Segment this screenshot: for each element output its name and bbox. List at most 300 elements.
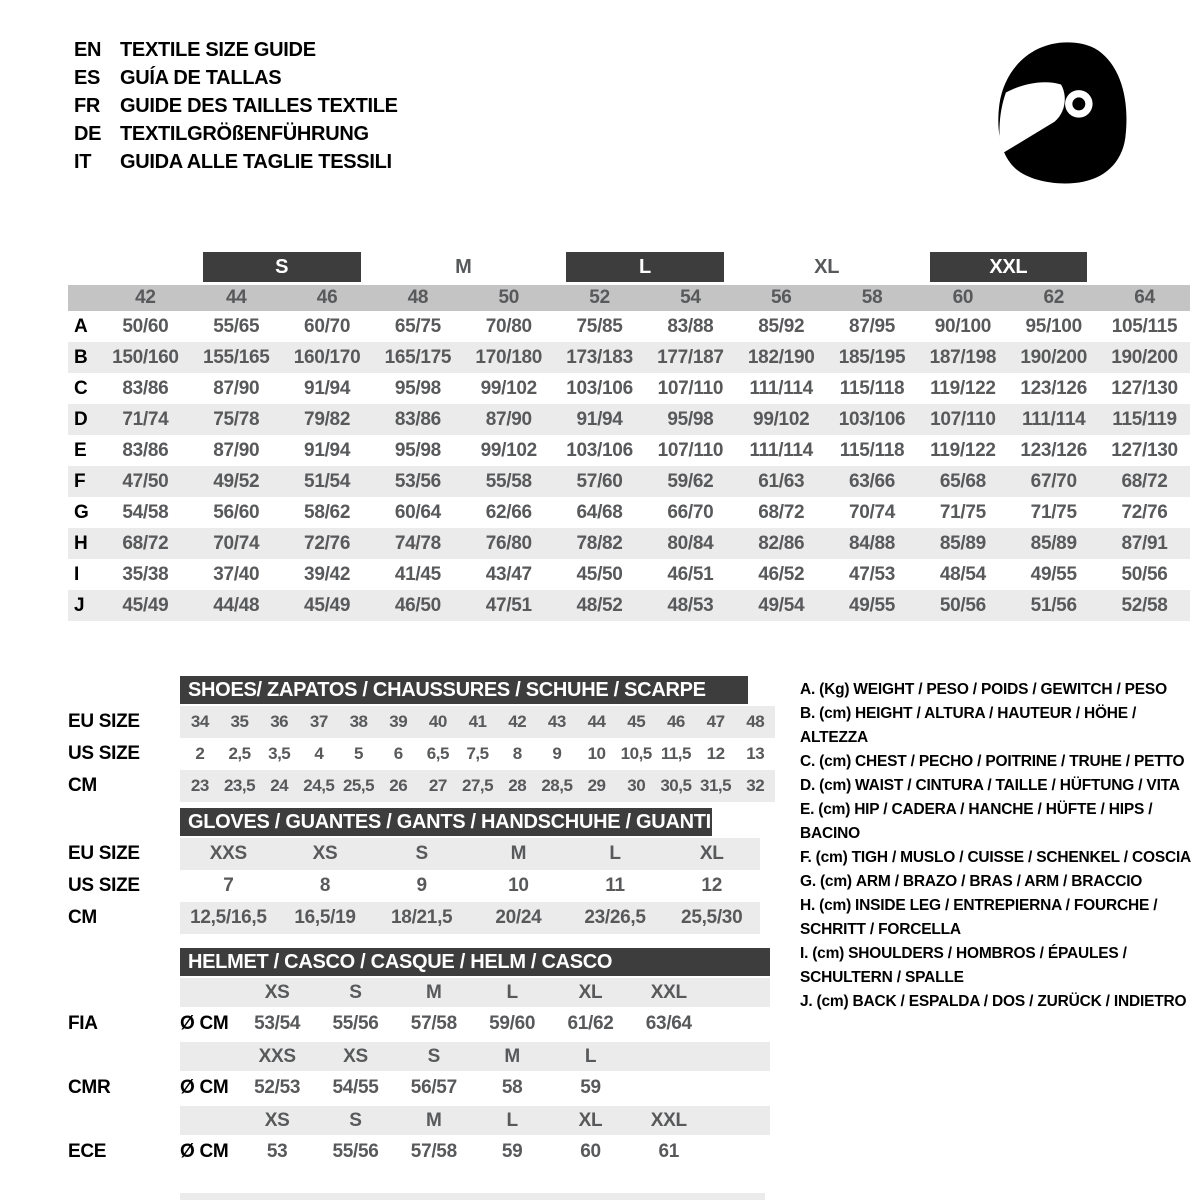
- row-values: [100, 311, 1190, 342]
- helmet-size-value: 60: [580, 1141, 601, 1162]
- gloves-row-values: [180, 902, 760, 934]
- size-value: 190/200: [1020, 347, 1087, 368]
- legend-key: I.: [800, 945, 809, 962]
- size-value: 127/130: [1111, 378, 1178, 399]
- shoe-size-value: 11,5: [660, 744, 691, 763]
- legend-item: [800, 870, 1200, 894]
- size-value: 61/63: [758, 471, 805, 492]
- glove-size-value: S: [415, 843, 428, 864]
- size-value: 65/68: [939, 471, 986, 492]
- legend-key: E.: [800, 801, 815, 818]
- size-value: 150/160: [112, 347, 179, 368]
- row-letter: F: [74, 471, 86, 492]
- helmet-size-label: XL: [578, 1110, 603, 1131]
- language-row: [74, 92, 398, 120]
- helmet-size-label: S: [349, 1110, 362, 1131]
- size-value: 103/106: [838, 409, 906, 430]
- size-value: 160/170: [293, 347, 361, 368]
- size-value: 75/78: [213, 409, 260, 430]
- size-value: 49/55: [1030, 564, 1077, 585]
- size-value: 45/49: [122, 595, 169, 616]
- legend-item: [800, 678, 1200, 702]
- size-value: 105/115: [1111, 316, 1178, 337]
- size-value: 85/89: [1030, 533, 1077, 554]
- size-group-header-row: [68, 252, 1190, 282]
- size-value: 52/58: [1121, 595, 1168, 616]
- size-group: [373, 252, 555, 282]
- numeric-size: 52: [589, 287, 610, 308]
- legend-item: [800, 990, 1200, 1014]
- size-value: 111/114: [749, 440, 813, 461]
- language-row: [74, 120, 398, 148]
- legend-text: ARM / BRAZO / BRAS / ARM / BRACCIO: [855, 873, 1143, 890]
- shoe-size-value: 13: [746, 744, 765, 763]
- helmet-value-cells: [238, 1071, 708, 1104]
- row-values: [100, 528, 1190, 559]
- size-value: 95/98: [394, 378, 441, 399]
- glove-size-value: 18/21,5: [391, 907, 453, 928]
- size-group-label: XXL: [930, 252, 1088, 282]
- shoe-size-value: 7,5: [466, 744, 489, 763]
- row-values: [100, 497, 1190, 528]
- size-value: 71/75: [939, 502, 986, 523]
- numeric-size: 44: [225, 287, 247, 308]
- legend-text: INSIDE LEG / ENTREPIERNA / FOURCHE / SCHRITT / FORCELLA: [800, 897, 1158, 938]
- size-value: 70/80: [485, 316, 532, 337]
- size-value: 107/110: [657, 440, 724, 461]
- helmet-size-label: L: [584, 1046, 597, 1067]
- language-code: DE: [74, 123, 102, 145]
- legend-text: WEIGHT / PESO / POIDS / GEWITCH / PESO: [853, 681, 1167, 698]
- helmet-label-spacer: [68, 978, 180, 1007]
- row-values: [100, 404, 1190, 435]
- letter-column-spacer: [68, 285, 100, 311]
- size-value: 185/195: [838, 347, 906, 368]
- glove-size-value: XXS: [209, 843, 247, 864]
- language-title: GUIDA ALLE TAGLIE TESSILI: [120, 151, 392, 173]
- helmet-size-label: S: [427, 1046, 440, 1067]
- gloves-row-label: EU SIZE: [68, 843, 140, 864]
- language-code: FR: [74, 95, 101, 117]
- size-group-label: XL: [814, 256, 840, 278]
- size-table-row: [68, 311, 1190, 342]
- shoes-row-values: [180, 706, 775, 738]
- helmet-size-label: XXL: [650, 1110, 687, 1131]
- glove-size-value: 9: [416, 875, 427, 896]
- shoe-size-value: 45: [627, 712, 646, 731]
- size-value: 91/94: [576, 409, 623, 430]
- gloves-row-values: [180, 838, 760, 870]
- shoes-row-label: EU SIZE: [68, 711, 140, 732]
- size-table-row: [68, 373, 1190, 404]
- shoe-size-value: 30: [627, 776, 646, 795]
- size-value: 182/190: [747, 347, 815, 368]
- row-letter: H: [74, 533, 88, 554]
- measurement-legend: [800, 678, 1200, 1014]
- glove-size-value: 16,5/19: [294, 907, 356, 928]
- helmet-values-band: [180, 1007, 770, 1040]
- size-value: 67/70: [1030, 471, 1077, 492]
- numeric-size: 58: [861, 287, 883, 308]
- shoe-size-value: 28: [508, 776, 527, 795]
- size-value: 115/118: [839, 440, 905, 461]
- size-value: 87/90: [213, 440, 260, 461]
- size-value: 115/119: [1112, 409, 1177, 430]
- shoe-size-value: 48: [746, 712, 765, 731]
- helmet-groups: [68, 978, 770, 1168]
- row-values: [100, 590, 1190, 621]
- size-value: 119/122: [930, 440, 996, 461]
- size-value: 71/74: [122, 409, 169, 430]
- shoe-size-value: 3,5: [268, 744, 291, 763]
- size-value: 127/130: [1111, 440, 1178, 461]
- legend-key: H.: [800, 897, 816, 914]
- helmet-standard-label: FIA: [68, 1013, 98, 1034]
- helmet-size-value: 52/53: [254, 1077, 301, 1098]
- helmet-size-cells: [238, 1106, 708, 1135]
- helmet-section-header: HELMET / CASCO / CASQUE / HELM / CASCO: [180, 948, 770, 976]
- helmet-values-band: [180, 1071, 770, 1104]
- shoe-size-value: 46: [666, 712, 685, 731]
- legend-key: D.: [800, 777, 816, 794]
- legend-unit: (cm): [819, 873, 852, 890]
- size-value: 87/90: [213, 378, 260, 399]
- legend-key: B.: [800, 705, 816, 722]
- size-value: 66/70: [667, 502, 714, 523]
- shoe-size-value: 26: [389, 776, 408, 795]
- helmet-values-row: [68, 1007, 770, 1040]
- helmet-size-label: M: [426, 1110, 442, 1131]
- helmet-size-label: XL: [578, 982, 603, 1003]
- size-value: 123/126: [1020, 378, 1087, 399]
- helmet-standard-label: CMR: [68, 1077, 111, 1098]
- legend-unit: (cm): [819, 705, 852, 722]
- gloves-row: [68, 838, 760, 870]
- legend-unit: (cm): [812, 945, 845, 962]
- helmet-size-value: 59: [501, 1141, 523, 1162]
- shoe-size-value: 39: [389, 712, 408, 731]
- glove-size-value: 11: [605, 875, 625, 896]
- language-row: [74, 64, 398, 92]
- size-table-row: [68, 466, 1190, 497]
- size-value: 47/50: [122, 471, 169, 492]
- legend-unit: (cm): [818, 801, 851, 818]
- helmet-size-value: 59/60: [489, 1013, 536, 1034]
- helmet-sizes-row: [68, 1042, 770, 1071]
- shoe-size-value: 25,5: [342, 776, 375, 795]
- size-value: 50/60: [122, 316, 169, 337]
- helmet-sizes-row: [68, 978, 770, 1007]
- size-value: 49/54: [758, 595, 805, 616]
- legend-unit: (cm): [815, 849, 848, 866]
- shoe-size-value: 6: [393, 744, 403, 763]
- size-value: 72/76: [1121, 502, 1168, 523]
- row-letter: D: [74, 409, 88, 430]
- helmet-size-value: 53: [266, 1141, 288, 1162]
- size-value: 46/51: [667, 564, 714, 585]
- helmet-label-spacer: [68, 1106, 180, 1135]
- row-letter: B: [74, 347, 88, 368]
- gloves-row-label: CM: [68, 907, 97, 928]
- helmet-unit-spacer: [180, 1106, 238, 1135]
- row-letter: A: [74, 316, 88, 337]
- helmet-unit-label: Ø CM: [180, 1013, 229, 1034]
- shoes-row: [68, 770, 775, 802]
- legend-item: [800, 942, 1200, 990]
- helmet-size-value: 53/54: [254, 1013, 301, 1034]
- helmet-value-cells: [238, 1007, 708, 1040]
- legend-text: SHOULDERS / HOMBROS / ÉPAULES / SCHULTERN / SPALLE: [800, 945, 1127, 986]
- size-value: 45/49: [304, 595, 351, 616]
- helmet-section: [68, 948, 770, 1168]
- shoes-row-label: CM: [68, 775, 97, 796]
- legend-unit: (cm): [819, 753, 852, 770]
- helmet-size-label: XS: [343, 1046, 368, 1067]
- legend-item: [800, 798, 1200, 846]
- size-value: 85/89: [939, 533, 986, 554]
- size-value: 60/70: [304, 316, 351, 337]
- legend-item: [800, 894, 1200, 942]
- shoe-size-value: 5: [354, 744, 363, 763]
- glove-size-value: 20/24: [495, 907, 542, 928]
- helmet-size-value: [630, 1071, 708, 1104]
- shoe-size-value: 23,5: [223, 776, 256, 795]
- helmet-size-value: 56/57: [410, 1077, 457, 1098]
- glove-size-value: 12: [701, 875, 722, 896]
- size-value: 74/78: [394, 533, 441, 554]
- size-value: 46/52: [758, 564, 805, 585]
- size-value: 78/82: [576, 533, 623, 554]
- size-value: 60/64: [394, 502, 441, 523]
- size-value: 72/76: [304, 533, 351, 554]
- language-title: TEXTILE SIZE GUIDE: [120, 39, 316, 61]
- helmet-size-value: 59: [580, 1077, 601, 1098]
- size-value: 95/100: [1025, 316, 1082, 337]
- helmet-size-value: 58: [501, 1077, 523, 1098]
- shoe-size-value: 8: [512, 744, 522, 763]
- legend-text: BACK / ESPALDA / DOS / ZURÜCK / INDIETRO: [852, 993, 1187, 1010]
- size-value: 99/102: [480, 440, 537, 461]
- shoe-size-value: 29: [587, 776, 606, 795]
- glove-size-value: 8: [319, 875, 331, 896]
- size-value: 82/86: [758, 533, 805, 554]
- shoe-size-value: 24: [270, 776, 289, 795]
- size-group: [736, 252, 918, 282]
- size-value: 59/62: [667, 471, 714, 492]
- helmet-size-value: 54/55: [332, 1077, 379, 1098]
- size-group-label: L: [566, 252, 724, 282]
- numeric-size: 42: [135, 287, 156, 308]
- row-values: [100, 435, 1190, 466]
- numeric-size: 56: [770, 287, 792, 308]
- shoe-size-value: 28,5: [541, 776, 573, 795]
- helmet-standard-label: ECE: [68, 1141, 107, 1162]
- helmet-size-label: M: [426, 982, 442, 1003]
- shoe-size-value: 34: [190, 712, 209, 731]
- gloves-section-header: GLOVES / GUANTES / GANTS / HANDSCHUHE / GUANTI: [180, 808, 712, 836]
- size-value: 48/52: [576, 595, 623, 616]
- size-value: 43/47: [485, 564, 532, 585]
- size-value: 65/75: [394, 316, 441, 337]
- numeric-size: 64: [1134, 287, 1155, 308]
- legend-text: TIGH / MUSLO / CUISSE / SCHENKEL / COSCIA: [851, 849, 1192, 866]
- helmet-size-value: 57/58: [410, 1141, 457, 1162]
- row-values: [100, 559, 1190, 590]
- helmet-unit-spacer: [180, 978, 238, 1007]
- size-value: 85/92: [758, 316, 805, 337]
- helmet-size-label: [630, 1042, 708, 1071]
- size-value: 56/60: [213, 502, 260, 523]
- textile-size-table: [68, 252, 1190, 621]
- helmet-values-row: [68, 1071, 770, 1104]
- legend-text: WAIST / CINTURA / TAILLE / HÜFTUNG / VITA: [855, 777, 1180, 794]
- shoes-row-values: [180, 770, 775, 802]
- size-value: 63/66: [849, 471, 896, 492]
- size-value: 55/58: [485, 471, 532, 492]
- helmet-sizes-band: [180, 1042, 770, 1071]
- racing-helmet-graphic: [980, 26, 1142, 198]
- helmet-size-label: XS: [264, 1110, 290, 1131]
- helmet-size-value: 63/64: [645, 1013, 692, 1034]
- row-values: [100, 466, 1190, 497]
- size-value: 90/100: [934, 316, 992, 337]
- size-table-row: [68, 590, 1190, 621]
- size-value: 91/94: [304, 378, 351, 399]
- glove-size-value: 7: [223, 875, 234, 896]
- size-value: 79/82: [304, 409, 351, 430]
- glove-size-value: 10: [508, 875, 529, 896]
- language-code: IT: [74, 151, 92, 173]
- helmet-label-spacer: [68, 1042, 180, 1071]
- helmet-values-row: [68, 1135, 770, 1168]
- size-value: 47/53: [849, 564, 896, 585]
- shoe-size-value: 9: [552, 744, 562, 763]
- size-group-label: M: [455, 256, 472, 278]
- size-value: 55/65: [213, 316, 260, 337]
- size-value: 46/50: [394, 595, 441, 616]
- size-value: 70/74: [849, 502, 896, 523]
- size-value: 165/175: [384, 347, 452, 368]
- helmet-size-label: XXL: [650, 982, 687, 1003]
- shoe-size-value: 47: [706, 712, 725, 731]
- shoe-size-value: 2: [195, 744, 205, 763]
- size-value: 91/94: [304, 440, 351, 461]
- size-value: 83/88: [667, 316, 714, 337]
- legend-unit: (cm): [819, 777, 852, 794]
- helmet-standard-group: [68, 978, 770, 1040]
- helmet-size-label: M: [504, 1046, 520, 1067]
- size-value: 50/56: [939, 595, 986, 616]
- size-value: 68/72: [758, 502, 805, 523]
- language-code: ES: [74, 67, 101, 89]
- size-value: 119/122: [930, 378, 996, 399]
- legend-item: [800, 846, 1200, 870]
- legend-key: F.: [800, 849, 812, 866]
- gloves-row: [68, 902, 760, 934]
- size-value: 35/38: [122, 564, 169, 585]
- legend-text: CHEST / PECHO / POITRINE / TRUHE / PETTO: [855, 753, 1185, 770]
- size-table-row: [68, 559, 1190, 590]
- legend-key: G.: [800, 873, 816, 890]
- shoe-size-value: 2,5: [228, 744, 251, 763]
- helmet-size-label: L: [506, 1110, 518, 1131]
- helmet-size-value: 57/58: [410, 1013, 457, 1034]
- helmet-size-label: L: [506, 982, 518, 1003]
- numeric-size: 60: [952, 287, 974, 308]
- size-value: 111/114: [749, 378, 813, 399]
- helmet-size-value: 61/62: [567, 1013, 614, 1034]
- size-value: 39/42: [304, 564, 351, 585]
- shoe-size-value: 36: [270, 712, 289, 731]
- helmet-size-cells: [238, 1042, 708, 1071]
- shoe-size-value: 31,5: [700, 776, 732, 795]
- helmet-size-label: S: [349, 982, 362, 1003]
- gloves-section: [68, 808, 760, 934]
- helmet-sizes-row: [68, 1106, 770, 1135]
- size-value: 99/102: [753, 409, 810, 430]
- helmet-unit-label: Ø CM: [180, 1077, 229, 1098]
- size-group-label: S: [203, 252, 361, 282]
- size-value: 47/51: [485, 595, 532, 616]
- legend-text: HEIGHT / ALTURA / HAUTEUR / HÖHE / ALTEZZA: [800, 705, 1137, 746]
- size-value: 155/165: [202, 347, 270, 368]
- language-title: TEXTILGRÖßENFÜHRUNG: [120, 123, 369, 145]
- size-value: 68/72: [122, 533, 169, 554]
- language-list: [74, 36, 398, 176]
- size-value: 83/86: [122, 378, 169, 399]
- shoe-size-value: 24,5: [303, 776, 335, 795]
- glove-size-value: L: [609, 843, 621, 864]
- size-value: 71/75: [1030, 502, 1077, 523]
- shoe-size-value: 27: [428, 776, 447, 795]
- numeric-size: 62: [1043, 287, 1065, 308]
- size-value: 80/84: [667, 533, 714, 554]
- size-value: 37/40: [213, 564, 260, 585]
- size-group: [918, 252, 1100, 282]
- size-value: 173/183: [566, 347, 633, 368]
- size-value: 58/62: [304, 502, 351, 523]
- glove-size-value: 23/26,5: [584, 907, 646, 928]
- shoe-size-value: 37: [309, 712, 328, 731]
- shoe-size-value: 30,5: [660, 776, 692, 795]
- legend-key: J.: [800, 993, 813, 1010]
- size-table-row: [68, 342, 1190, 373]
- helmet-unit-spacer: [180, 1042, 238, 1071]
- glove-size-value: 25,5/30: [681, 907, 743, 928]
- shoe-size-value: 43: [547, 712, 566, 731]
- shoe-size-value: 10: [587, 744, 606, 763]
- size-value: 41/45: [394, 564, 441, 585]
- gloves-row-label: US SIZE: [68, 875, 140, 896]
- language-row: [74, 148, 398, 176]
- size-value: 48/53: [667, 595, 714, 616]
- shoe-size-value: 12: [706, 744, 725, 763]
- shoe-size-value: 44: [587, 712, 606, 731]
- shoes-row-values: [180, 738, 775, 770]
- helmet-size-value: 55/56: [332, 1013, 379, 1034]
- gloves-row-values: [180, 870, 760, 902]
- shoe-size-value: 23: [190, 776, 209, 795]
- legend-unit: (cm): [819, 897, 852, 914]
- size-value: 83/86: [122, 440, 169, 461]
- size-value: 76/80: [485, 533, 532, 554]
- helmet-standard-group: [68, 1042, 770, 1104]
- size-value: 53/56: [394, 471, 441, 492]
- size-value: 54/58: [122, 502, 169, 523]
- helmet-size-value: 55/56: [332, 1141, 379, 1162]
- language-row: [74, 36, 398, 64]
- size-value: 83/86: [394, 409, 441, 430]
